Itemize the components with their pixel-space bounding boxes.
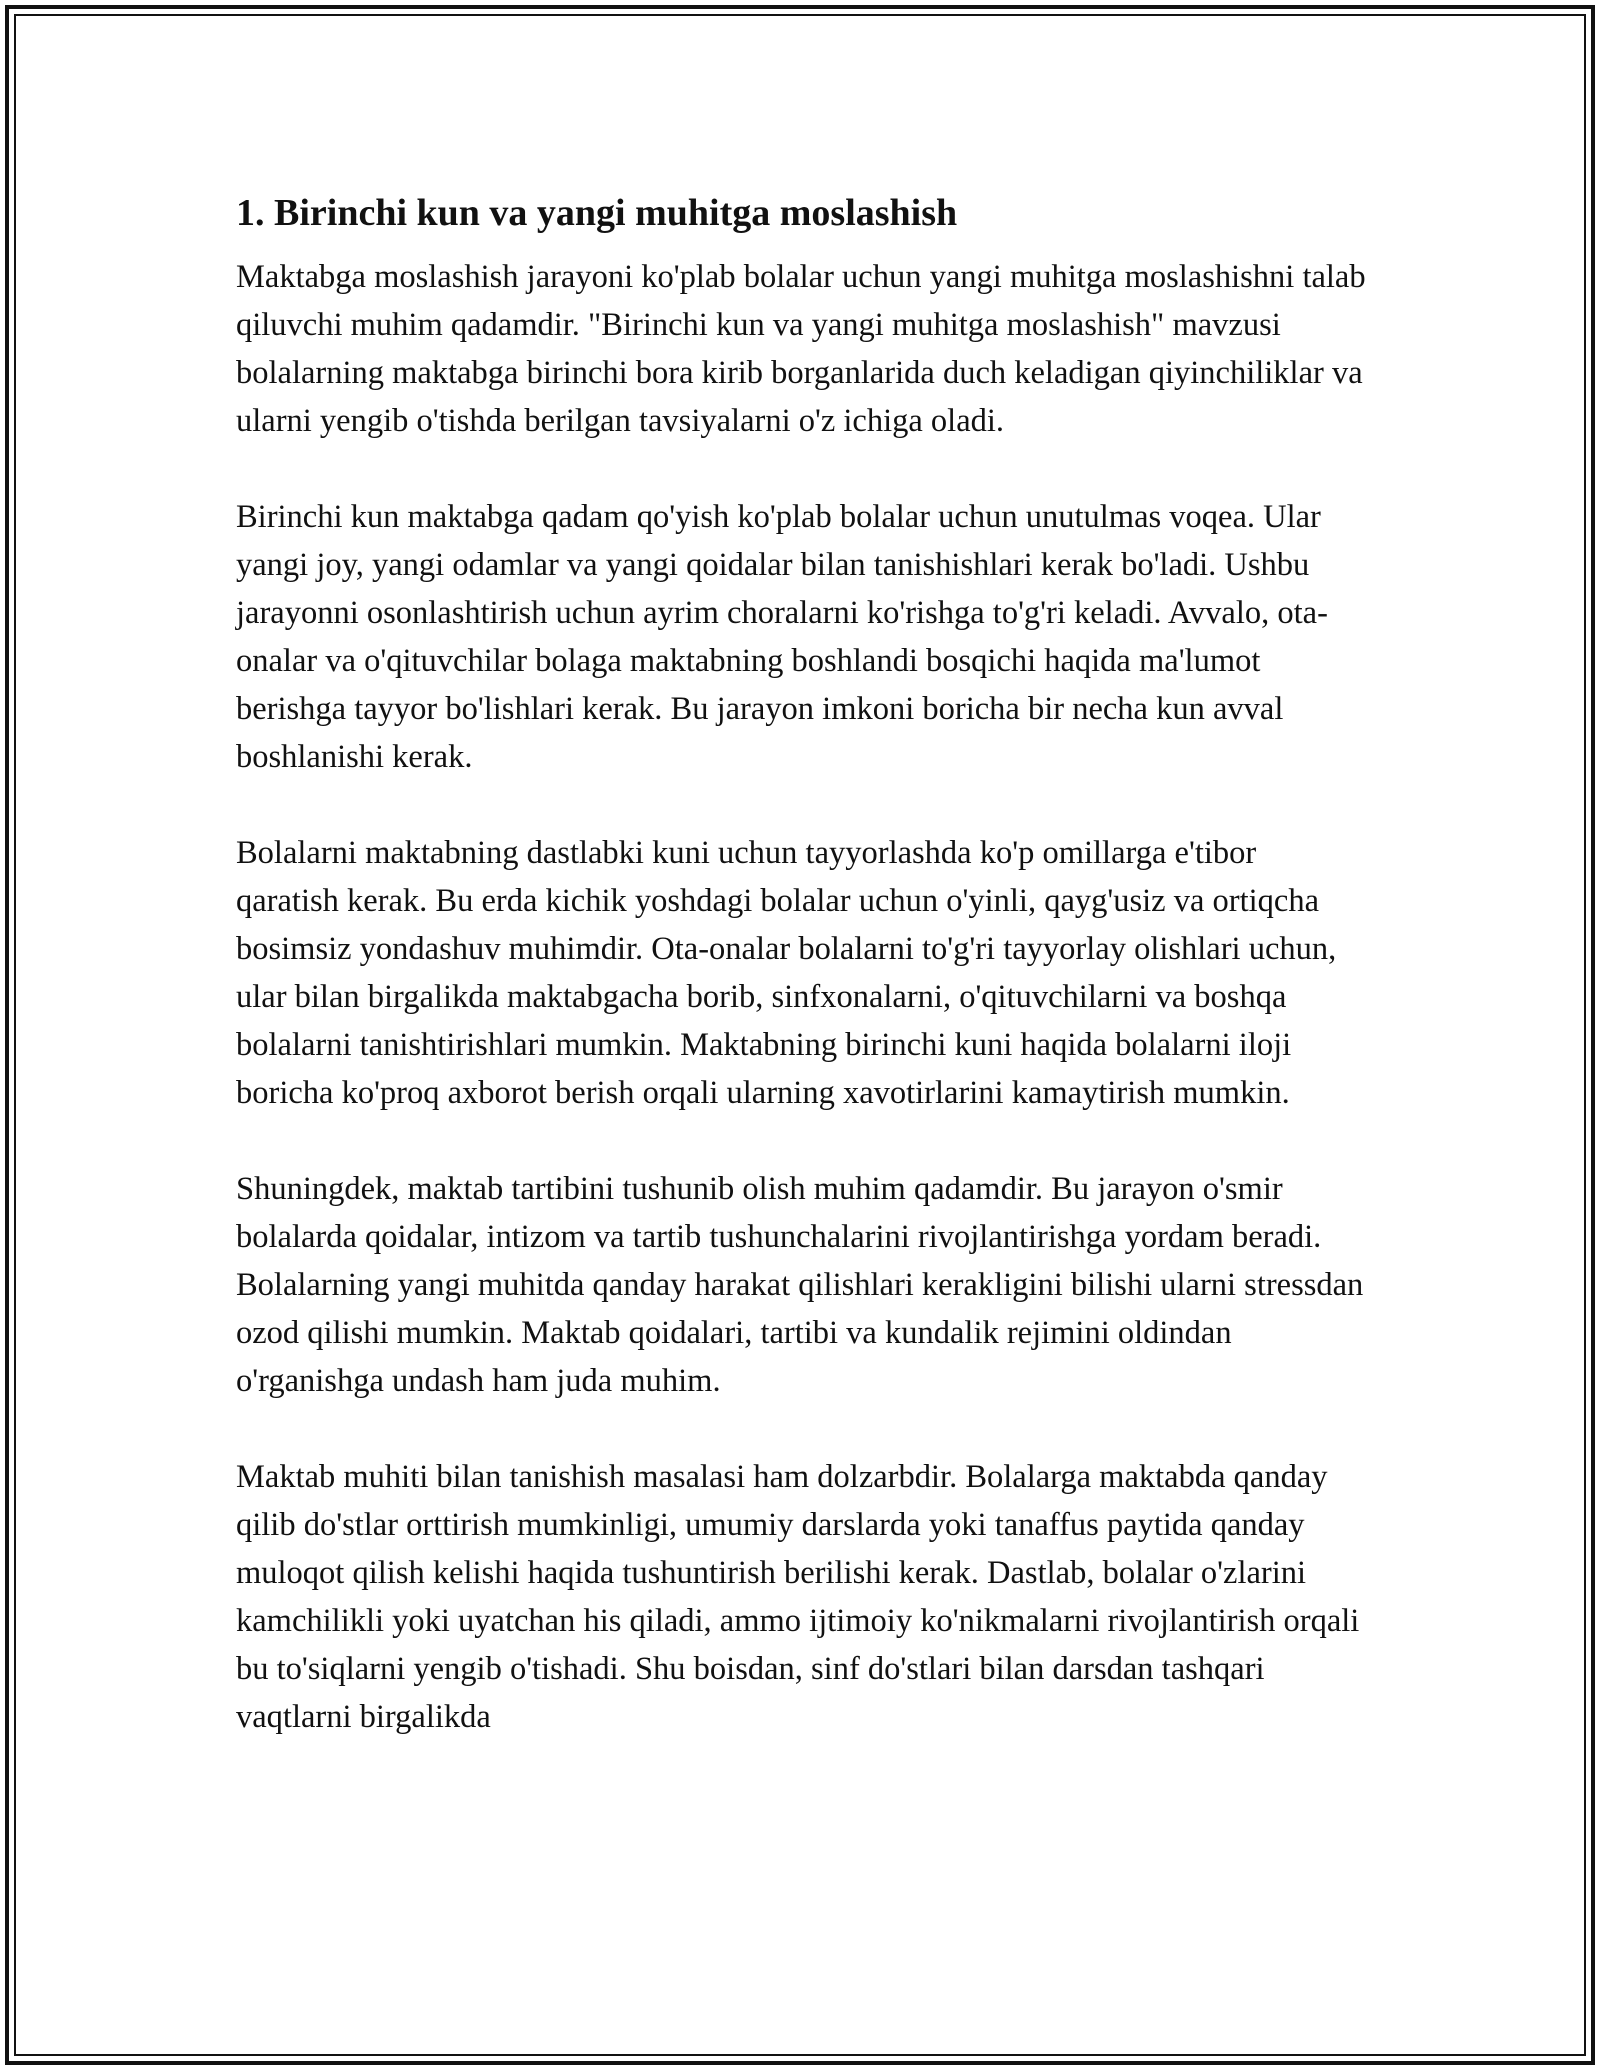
paragraph-1: Maktabga moslashish jarayoni ko'plab bolalar uchun yangi muhitga moslashishni talab qiluvchi muhim qadamdir. "Birinchi kun va yangi muhitga moslashish" mavzusi bolalarning maktabga birinchi bora kirib borganlarida duch keladigan qiyinchiliklar va ularni yengib o'tishda berilgan tavsiyalarni o'z ichiga oladi.: [236, 259, 1366, 439]
paragraph-4: Shuningdek, maktab tartibini tushunib olish muhim qadamdir. Bu jarayon o'smir bolalarda qoidalar, intizom va tartib tushunchalarini rivojlantirishga yordam beradi. Bolalarning yangi muhitda qanday harakat qilishlari kerakligini bilishi ularni stressdan ozod qilishi mumkin. Maktab qoidalari, tartibi va kundalik rejimini oldindan o'rganishga undash ham juda muhim.: [236, 1171, 1364, 1399]
paragraph-2: Birinchi kun maktabga qadam qo'yish ko'plab bolalar uchun unutulmas voqea. Ular yangi joy, yangi odamlar va yangi qoidalar bilan tanishishlari kerak bo'ladi. Ushbu jarayonni osonlashtirish uchun ayrim choralarni ko'rishga to'g'ri keladi. Avvalo, ota-onalar va o'qituvchilar bolaga maktabning boshlandi bosqichi haqida ma'lumot berishga tayyor bo'lishlari kerak. Bu jarayon imkoni boricha bir necha kun avval boshlanishi kerak.: [236, 499, 1328, 775]
paragraph-3: Bolalarni maktabning dastlabki kuni uchun tayyorlashda ko'p omillarga e'tibor qaratish kerak. Bu erda kichik yoshdagi bolalar uchun o'yinli, qayg'usiz va ortiqcha bosimsiz yondashuv muhimdir. Ota-onalar bolalarni to'g'ri tayyorlay olishlari uchun, ular bilan birgalikda maktabgacha borib, sinfxonalarni, o'qituvchilarni va boshqa bolalarni tanishtirishlari mumkin. Maktabning birinchi kuni haqida bolalarni iloji boricha ko'proq axborot berish orqali ularning xavotirlarini kamaytirish mumkin.: [236, 835, 1337, 1111]
paragraph-5: Maktab muhiti bilan tanishish masalasi ham dolzarbdir. Bolalarga maktabda qanday qilib do'stlar orttirish mumkinligi, umumiy darslarda yoki tanaffus paytida qanday muloqot qilish kelishi haqida tushuntirish berilishi kerak. Dastlab, bolalar o'zlarini kamchilikli yoki uyatchan his qiladi, ammo ijtimoiy ko'nikmalarni rivojlantirish orqali bu to'siqlarni yengib o'tishadi. Shu boisdan, sinf do'stlari bilan darsdan tashqari vaqtlarni birgalikda: [236, 1459, 1360, 1735]
section-heading: 1. Birinchi kun va yangi muhitga moslashish: [236, 192, 958, 234]
document-body: [236, 185, 1366, 1789]
